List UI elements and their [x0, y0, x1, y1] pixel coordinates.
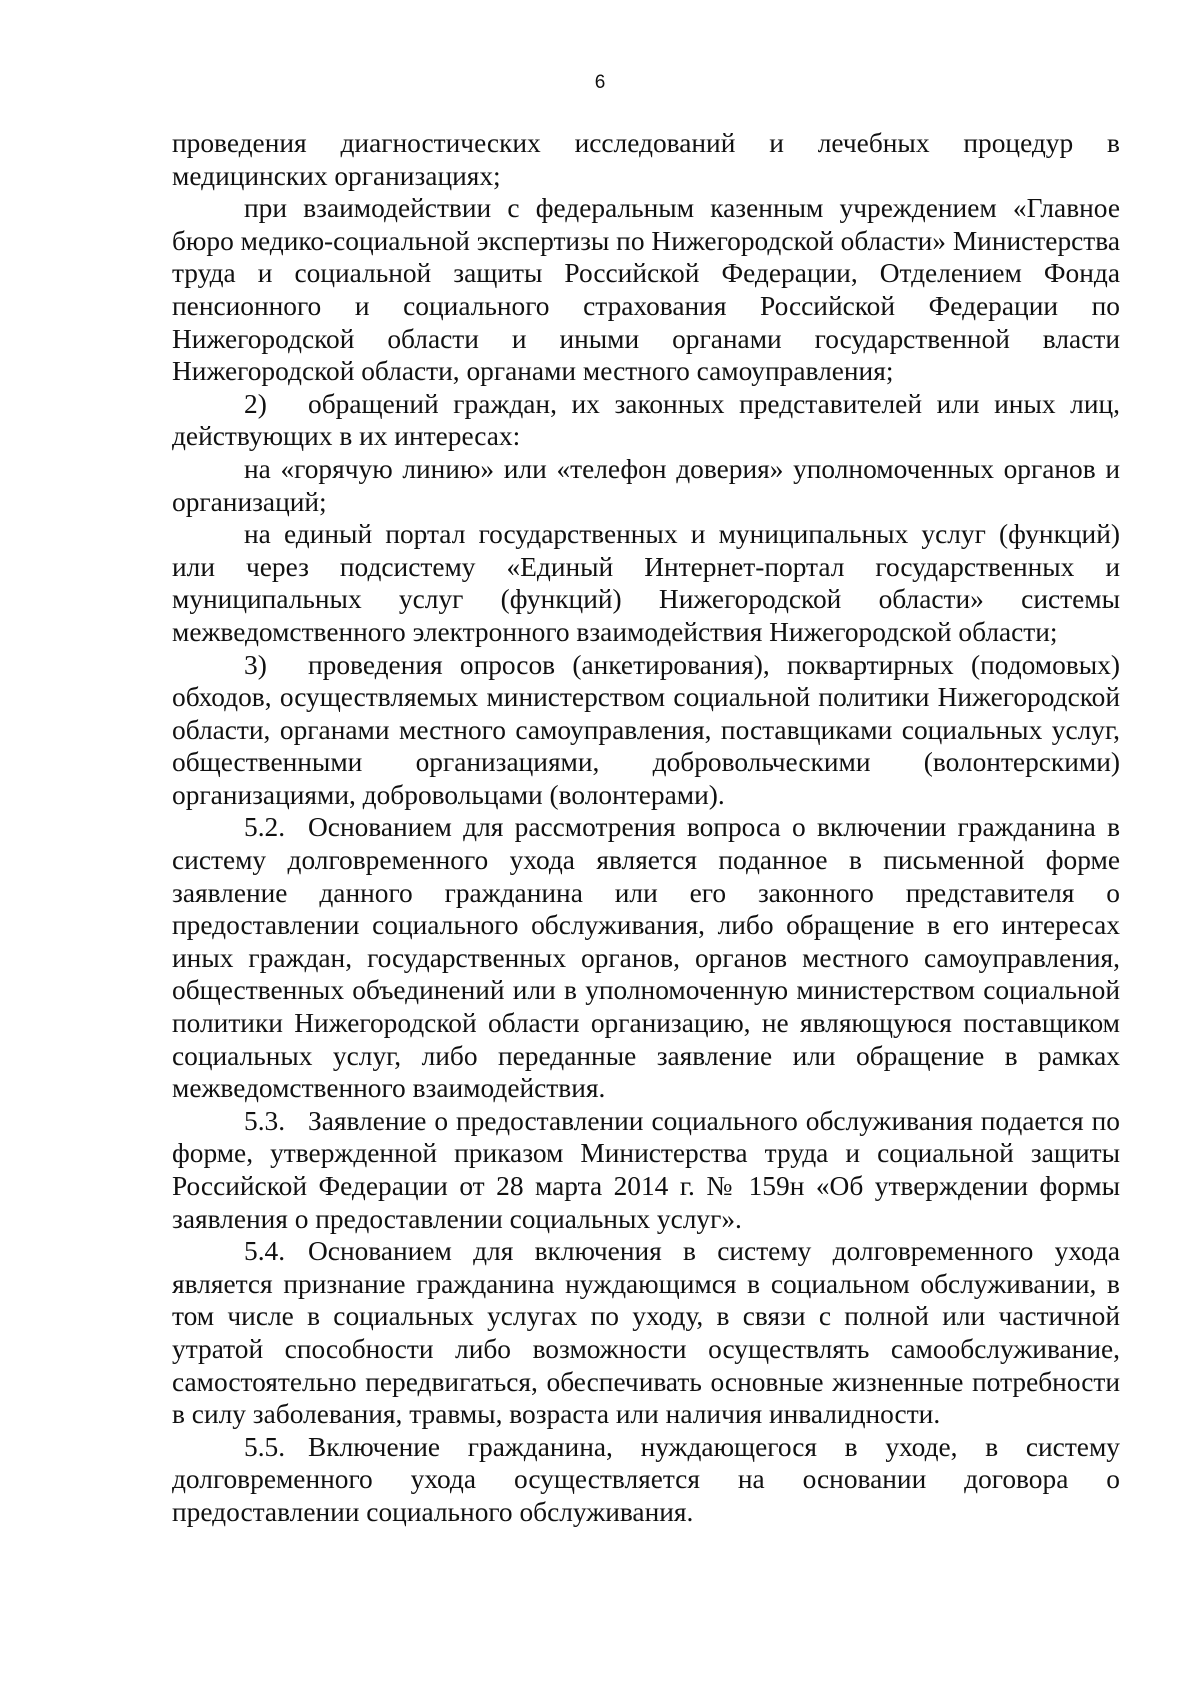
item-number: 5.2. — [244, 812, 286, 843]
item-number: 5.3. — [244, 1105, 286, 1136]
paragraph-text: обращений граждан, их законных представителей или иных лиц, действующих в их интересах: — [172, 388, 1120, 452]
item-number: 3) — [244, 649, 267, 680]
paragraph-text: Заявление о предоставлении социального обслуживания подается по форме, утвержденной приказом Министерства труда и социальной защиты Российской Федерации от 28 марта 2014 г. № 159н «Об утверждении формы заявления о предоставлении социальных услуг». — [172, 1105, 1120, 1234]
paragraph — [172, 388, 1120, 453]
paragraph-text: Включение гражданина, нуждающегося в уходе, в систему долговременного ухода осуществляется на основании договора о предоставлении социального обслуживания. — [172, 1431, 1120, 1527]
paragraph — [172, 1431, 1120, 1529]
item-number: 2) — [244, 388, 267, 419]
paragraph — [172, 453, 1120, 518]
paragraph — [172, 127, 1120, 192]
paragraph — [172, 192, 1120, 388]
paragraph-text: Основанием для рассмотрения вопроса о включении гражданина в систему долговременного ухода является поданное в письменной форме заявление данного гражданина или его законного представителя о предоставлении социального обслуживания, либо обращение в его интересах иных граждан, государственных органов, органов местного самоуправления, общественных объединений или в уполномоченную министерством социальной политики Нижегородской области организацию, не являющуюся поставщиком социальных услуг, либо переданные заявление или обращение в рамках межведомственного взаимодействия. — [172, 812, 1120, 1104]
paragraph-text: на единый портал государственных и муниципальных услуг (функций) или через подсистему «Единый Интернет-портал государственных и муниципальных услуг (функций) Нижегородской области» системы межведомственного электронного взаимодействия Нижегородской области; — [172, 519, 1120, 647]
paragraph — [172, 1105, 1120, 1235]
page-number: 6 — [594, 72, 606, 93]
paragraph — [172, 1235, 1120, 1431]
document-body — [172, 127, 1120, 1529]
item-number: 5.5. — [244, 1431, 286, 1462]
paragraph-text: Основанием для включения в систему долговременного ухода является признание гражданина нуждающимся в социальном обслуживании, в том числе в социальных услугах по уходу, в связи с полной или частичной утратой способности либо возможности осуществлять самообслуживание, самостоятельно передвигаться, обеспечивать основные жизненные потребности в силу заболевания, травмы, возраста или наличия инвалидности. — [172, 1236, 1120, 1430]
paragraph-text: при взаимодействии с федеральным казенным учреждением «Главное бюро медико-социальной экспертизы по Нижегородской области» Министерства труда и социальной защиты Российской Федерации, Отделением Фонда пенсионного и социального страхования Российской Федерации по Нижегородской области и иными органами государственной власти Нижегородской области, органами местного самоуправления; — [172, 193, 1120, 387]
paragraph-text: проведения опросов (анкетирования), поквартирных (подомовых) обходов, осуществляемых министерством социальной политики Нижегородской области, органами местного самоуправления, поставщиками социальных услуг, общественными организациями, добровольческими (волонтерскими) организациями, добровольцами (волонтерами). — [172, 649, 1120, 810]
paragraph-text: проведения диагностических исследований и лечебных процедур в медицинских организациях; — [172, 128, 1120, 191]
item-number: 5.4. — [244, 1236, 286, 1267]
paragraph-text: на «горячую линию» или «телефон доверия» уполномоченных органов и организаций; — [172, 453, 1120, 517]
paragraph — [172, 811, 1120, 1104]
paragraph — [172, 518, 1120, 648]
paragraph — [172, 649, 1120, 812]
